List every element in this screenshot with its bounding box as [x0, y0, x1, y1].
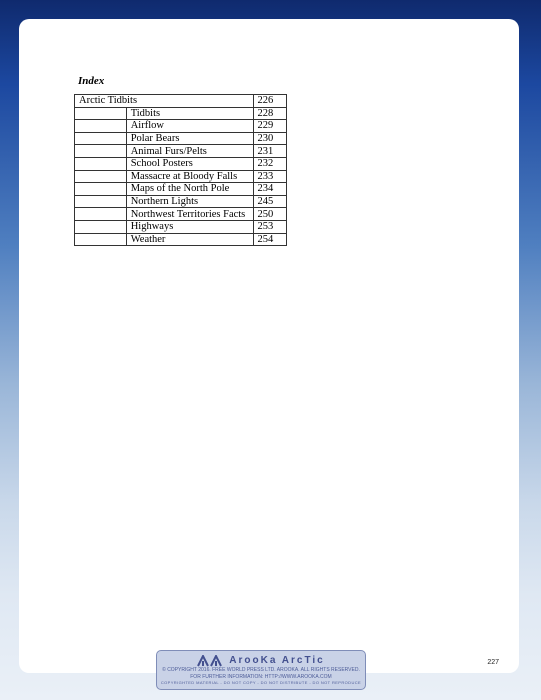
indent-cell	[75, 107, 127, 120]
entry-label: School Posters	[126, 157, 253, 170]
entry-page: 253	[253, 220, 287, 233]
entry-label: Weather	[126, 233, 253, 246]
notice-line: COPYRIGHTED MATERIAL - DO NOT COPY - DO NOT DISTRIBUTE - DO NOT REPRODUCE	[160, 680, 362, 685]
page-number: 227	[487, 659, 499, 666]
copyright-badge	[156, 650, 366, 690]
entry-label: Tidbits	[126, 107, 253, 120]
table-row	[75, 233, 287, 246]
indent-cell	[75, 132, 127, 145]
table-row	[75, 195, 287, 208]
entry-label: Maps of the North Pole	[126, 183, 253, 196]
entry-page: 233	[253, 170, 287, 183]
entry-label: Northwest Territories Facts	[126, 208, 253, 221]
index-title: Index	[78, 75, 105, 87]
entry-label: Polar Bears	[126, 132, 253, 145]
table-row	[75, 157, 287, 170]
table-row	[75, 220, 287, 233]
indent-cell	[75, 208, 127, 221]
entry-page: 232	[253, 157, 287, 170]
entry-label: Airflow	[126, 120, 253, 133]
entry-page: 231	[253, 145, 287, 158]
indent-cell	[75, 233, 127, 246]
index-heading-row	[75, 95, 287, 108]
entry-page: 229	[253, 120, 287, 133]
entry-label: Animal Furs/Pelts	[126, 145, 253, 158]
entry-page: 250	[253, 208, 287, 221]
entry-page: 245	[253, 195, 287, 208]
indent-cell	[75, 220, 127, 233]
indent-cell	[75, 120, 127, 133]
table-row	[75, 183, 287, 196]
table-row	[75, 208, 287, 221]
index-heading-label: Arctic Tidbits	[75, 95, 254, 108]
copyright-line: © COPYRIGHT 2016. FREE WORLD PRESS LTD. AROOKA. ALL RIGHTS RESERVED.	[162, 667, 360, 673]
entry-label: Northern Lights	[126, 195, 253, 208]
entry-page: 228	[253, 107, 287, 120]
document-page	[19, 19, 519, 673]
entry-page: 254	[253, 233, 287, 246]
entry-page: 230	[253, 132, 287, 145]
indent-cell	[75, 170, 127, 183]
indent-cell	[75, 195, 127, 208]
index-table	[74, 94, 287, 246]
index-heading-page: 226	[253, 95, 287, 108]
entry-label: Highways	[126, 220, 253, 233]
indent-cell	[75, 183, 127, 196]
table-row	[75, 107, 287, 120]
entry-label: Massacre at Bloody Falls	[126, 170, 253, 183]
table-row	[75, 170, 287, 183]
table-row	[75, 132, 287, 145]
indent-cell	[75, 157, 127, 170]
indent-cell	[75, 145, 127, 158]
info-line: FOR FURTHER INFORMATION: HTTP://WWW.AROOKA.COM	[190, 673, 332, 680]
table-row	[75, 120, 287, 133]
table-row	[75, 145, 287, 158]
brand-name: ArooKa ArcTic	[229, 655, 325, 666]
brand-row	[157, 654, 365, 667]
entry-page: 234	[253, 183, 287, 196]
arooka-logo-icon	[197, 655, 223, 667]
